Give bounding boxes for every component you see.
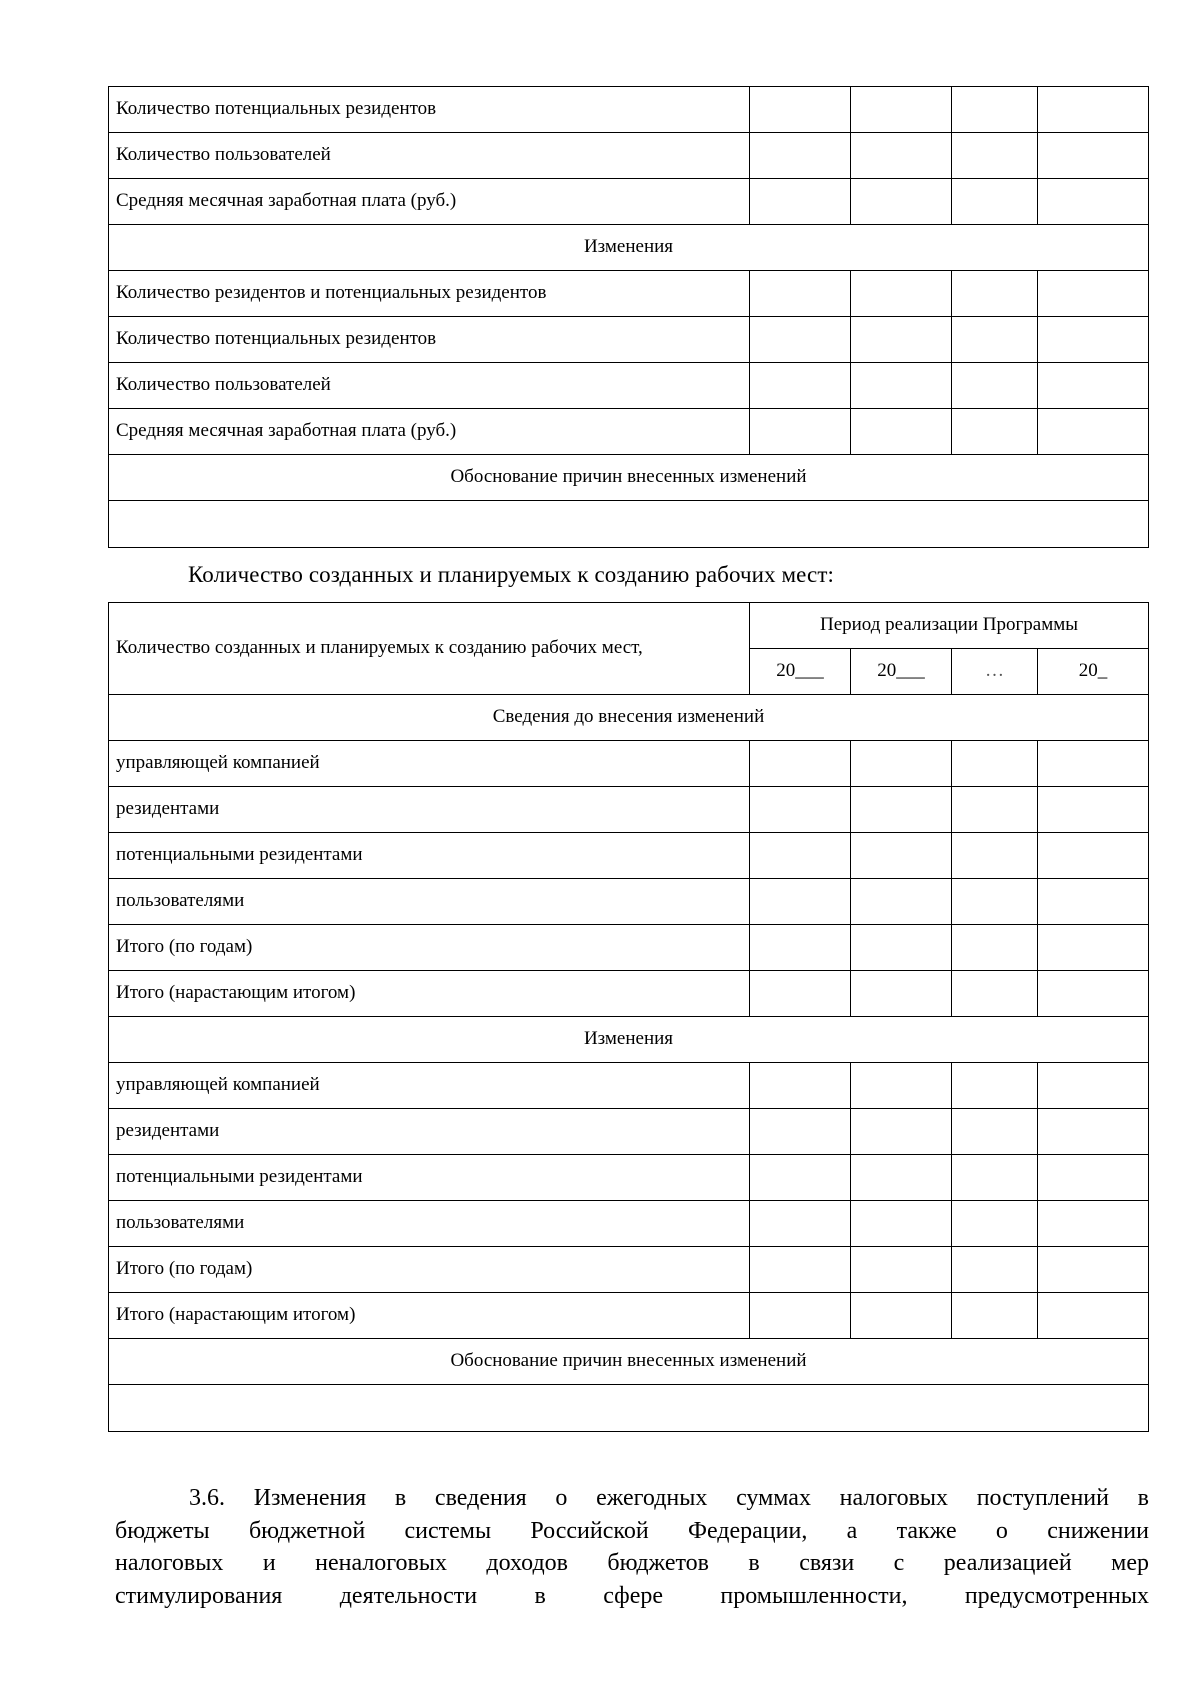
value-cell[interactable] — [952, 271, 1038, 317]
jobs-heading: Количество созданных и планируемых к созданию рабочих мест: — [188, 562, 834, 587]
table-row — [109, 970, 1149, 1016]
table-row — [109, 1154, 1149, 1200]
table-row — [109, 363, 1149, 409]
value-cell[interactable] — [1038, 924, 1149, 970]
table-row — [109, 786, 1149, 832]
value-cell[interactable] — [1038, 179, 1149, 225]
justification-title: Обоснование причин внесенных изменений — [109, 1338, 1149, 1384]
value-cell[interactable] — [1038, 363, 1149, 409]
row-label: Количество потенциальных резидентов — [109, 87, 750, 133]
table-row — [109, 1246, 1149, 1292]
table-row — [109, 133, 1149, 179]
value-cell[interactable] — [750, 271, 851, 317]
value-cell[interactable] — [750, 924, 851, 970]
value-cell[interactable] — [851, 832, 952, 878]
value-cell[interactable] — [952, 1292, 1038, 1338]
value-cell[interactable] — [851, 1292, 952, 1338]
row-label: пользователями — [109, 1200, 750, 1246]
table-row — [109, 317, 1149, 363]
value-cell[interactable] — [1038, 878, 1149, 924]
value-cell[interactable] — [750, 740, 851, 786]
paragraph-line: стимулирования деятельности в сфере промышленности, предусмотренных — [115, 1582, 1149, 1609]
value-cell[interactable] — [851, 1200, 952, 1246]
value-cell[interactable] — [952, 1062, 1038, 1108]
value-cell[interactable] — [1038, 1154, 1149, 1200]
value-cell[interactable] — [1038, 1292, 1149, 1338]
justification-row — [109, 501, 1149, 548]
paragraph-line: бюджеты бюджетной системы Российской Федерации, а также о снижении — [115, 1517, 1149, 1544]
value-cell[interactable] — [1038, 409, 1149, 455]
justification-row — [109, 1384, 1149, 1431]
row-label: пользователями — [109, 878, 750, 924]
value-cell[interactable] — [851, 179, 952, 225]
header-label: Количество созданных и планируемых к созданию рабочих мест, — [109, 602, 750, 694]
value-cell[interactable] — [1038, 1200, 1149, 1246]
value-cell[interactable] — [952, 179, 1038, 225]
row-label: управляющей компанией — [109, 1062, 750, 1108]
table-row — [109, 924, 1149, 970]
value-cell[interactable] — [1038, 1108, 1149, 1154]
row-label: резидентами — [109, 1108, 750, 1154]
table-row — [109, 1062, 1149, 1108]
value-cell[interactable] — [952, 409, 1038, 455]
value-cell[interactable] — [750, 1154, 851, 1200]
row-label: Средняя месячная заработная плата (руб.) — [109, 409, 750, 455]
table-row — [109, 878, 1149, 924]
row-label: Количество потенциальных резидентов — [109, 317, 750, 363]
value-cell[interactable] — [750, 1200, 851, 1246]
row-label: резидентами — [109, 786, 750, 832]
value-cell[interactable] — [750, 1062, 851, 1108]
value-cell[interactable] — [952, 317, 1038, 363]
table-row — [109, 1292, 1149, 1338]
value-cell[interactable] — [1038, 740, 1149, 786]
row-label: Количество пользователей — [109, 133, 750, 179]
row-label: управляющей компанией — [109, 740, 750, 786]
value-cell[interactable] — [750, 317, 851, 363]
value-cell[interactable] — [1038, 87, 1149, 133]
section-row — [109, 225, 1149, 271]
row-label: Итого (нарастающим итогом) — [109, 970, 750, 1016]
value-cell[interactable] — [851, 878, 952, 924]
value-cell[interactable] — [952, 970, 1038, 1016]
value-cell[interactable] — [952, 1154, 1038, 1200]
value-cell[interactable] — [1038, 317, 1149, 363]
value-cell[interactable] — [750, 1108, 851, 1154]
value-cell[interactable] — [1038, 271, 1149, 317]
section-3-6-paragraph — [115, 1482, 1149, 1612]
year-header: 20___ — [750, 648, 851, 694]
value-cell[interactable] — [851, 133, 952, 179]
justification-field[interactable] — [109, 501, 1149, 548]
changes-section-title: Изменения — [109, 225, 1149, 271]
row-label: Количество пользователей — [109, 363, 750, 409]
value-cell[interactable] — [851, 1154, 952, 1200]
value-cell[interactable] — [952, 740, 1038, 786]
value-cell[interactable] — [851, 970, 952, 1016]
value-cell[interactable] — [750, 832, 851, 878]
row-label: Итого (по годам) — [109, 1246, 750, 1292]
value-cell[interactable] — [851, 1246, 952, 1292]
row-label: Итого (по годам) — [109, 924, 750, 970]
row-label: потенциальными резидентами — [109, 832, 750, 878]
row-label: Средняя месячная заработная плата (руб.) — [109, 179, 750, 225]
header-row — [109, 602, 1149, 648]
value-cell[interactable] — [952, 878, 1038, 924]
value-cell[interactable] — [952, 1108, 1038, 1154]
section-row — [109, 1338, 1149, 1384]
section-row — [109, 694, 1149, 740]
before-section-title: Сведения до внесения изменений — [109, 694, 1149, 740]
value-cell[interactable] — [750, 363, 851, 409]
value-cell[interactable] — [952, 133, 1038, 179]
value-cell[interactable] — [851, 409, 952, 455]
value-cell[interactable] — [851, 786, 952, 832]
value-cell[interactable] — [750, 179, 851, 225]
value-cell[interactable] — [750, 878, 851, 924]
changes-section-title: Изменения — [109, 1016, 1149, 1062]
table-row — [109, 271, 1149, 317]
value-cell[interactable] — [851, 87, 952, 133]
value-cell[interactable] — [1038, 970, 1149, 1016]
value-cell[interactable] — [952, 1246, 1038, 1292]
value-cell[interactable] — [851, 317, 952, 363]
value-cell[interactable] — [851, 271, 952, 317]
justification-title: Обоснование причин внесенных изменений — [109, 455, 1149, 501]
table-row — [109, 832, 1149, 878]
document-page — [108, 86, 1148, 1432]
table-row — [109, 1108, 1149, 1154]
value-cell[interactable] — [952, 924, 1038, 970]
section-row — [109, 1016, 1149, 1062]
value-cell[interactable] — [750, 133, 851, 179]
justification-field[interactable] — [109, 1384, 1149, 1431]
value-cell[interactable] — [851, 740, 952, 786]
value-cell[interactable] — [952, 786, 1038, 832]
table-row — [109, 179, 1149, 225]
value-cell[interactable] — [851, 1062, 952, 1108]
table-row — [109, 740, 1149, 786]
table-row — [109, 87, 1149, 133]
value-cell[interactable] — [750, 1246, 851, 1292]
row-label: Количество резидентов и потенциальных резидентов — [109, 271, 750, 317]
value-cell[interactable] — [750, 970, 851, 1016]
section-row — [109, 455, 1149, 501]
value-cell[interactable] — [750, 1292, 851, 1338]
value-cell[interactable] — [750, 786, 851, 832]
indicators-table — [108, 86, 1149, 548]
row-label: Итого (нарастающим итогом) — [109, 1292, 750, 1338]
value-cell[interactable] — [750, 409, 851, 455]
paragraph-line: налоговых и неналоговых доходов бюджетов в связи с реализацией мер — [115, 1550, 1149, 1576]
jobs-table — [108, 602, 1149, 1432]
value-cell[interactable] — [851, 1108, 952, 1154]
year-header: 20___ — [851, 648, 952, 694]
table-row — [109, 1200, 1149, 1246]
paragraph-line: 3.6. Изменения в сведения о ежегодных суммах налоговых поступлений в — [189, 1485, 1149, 1511]
value-cell[interactable] — [750, 87, 851, 133]
period-header: Период реализации Программы — [750, 602, 1149, 648]
value-cell[interactable] — [952, 363, 1038, 409]
table-row — [109, 409, 1149, 455]
year-header: … — [952, 648, 1038, 694]
value-cell[interactable] — [1038, 1246, 1149, 1292]
value-cell[interactable] — [1038, 133, 1149, 179]
year-header: 20_ — [1038, 648, 1149, 694]
value-cell[interactable] — [952, 1200, 1038, 1246]
value-cell[interactable] — [851, 363, 952, 409]
value-cell[interactable] — [1038, 786, 1149, 832]
value-cell[interactable] — [1038, 832, 1149, 878]
value-cell[interactable] — [851, 924, 952, 970]
value-cell[interactable] — [952, 87, 1038, 133]
value-cell[interactable] — [952, 832, 1038, 878]
value-cell[interactable] — [1038, 1062, 1149, 1108]
row-label: потенциальными резидентами — [109, 1154, 750, 1200]
